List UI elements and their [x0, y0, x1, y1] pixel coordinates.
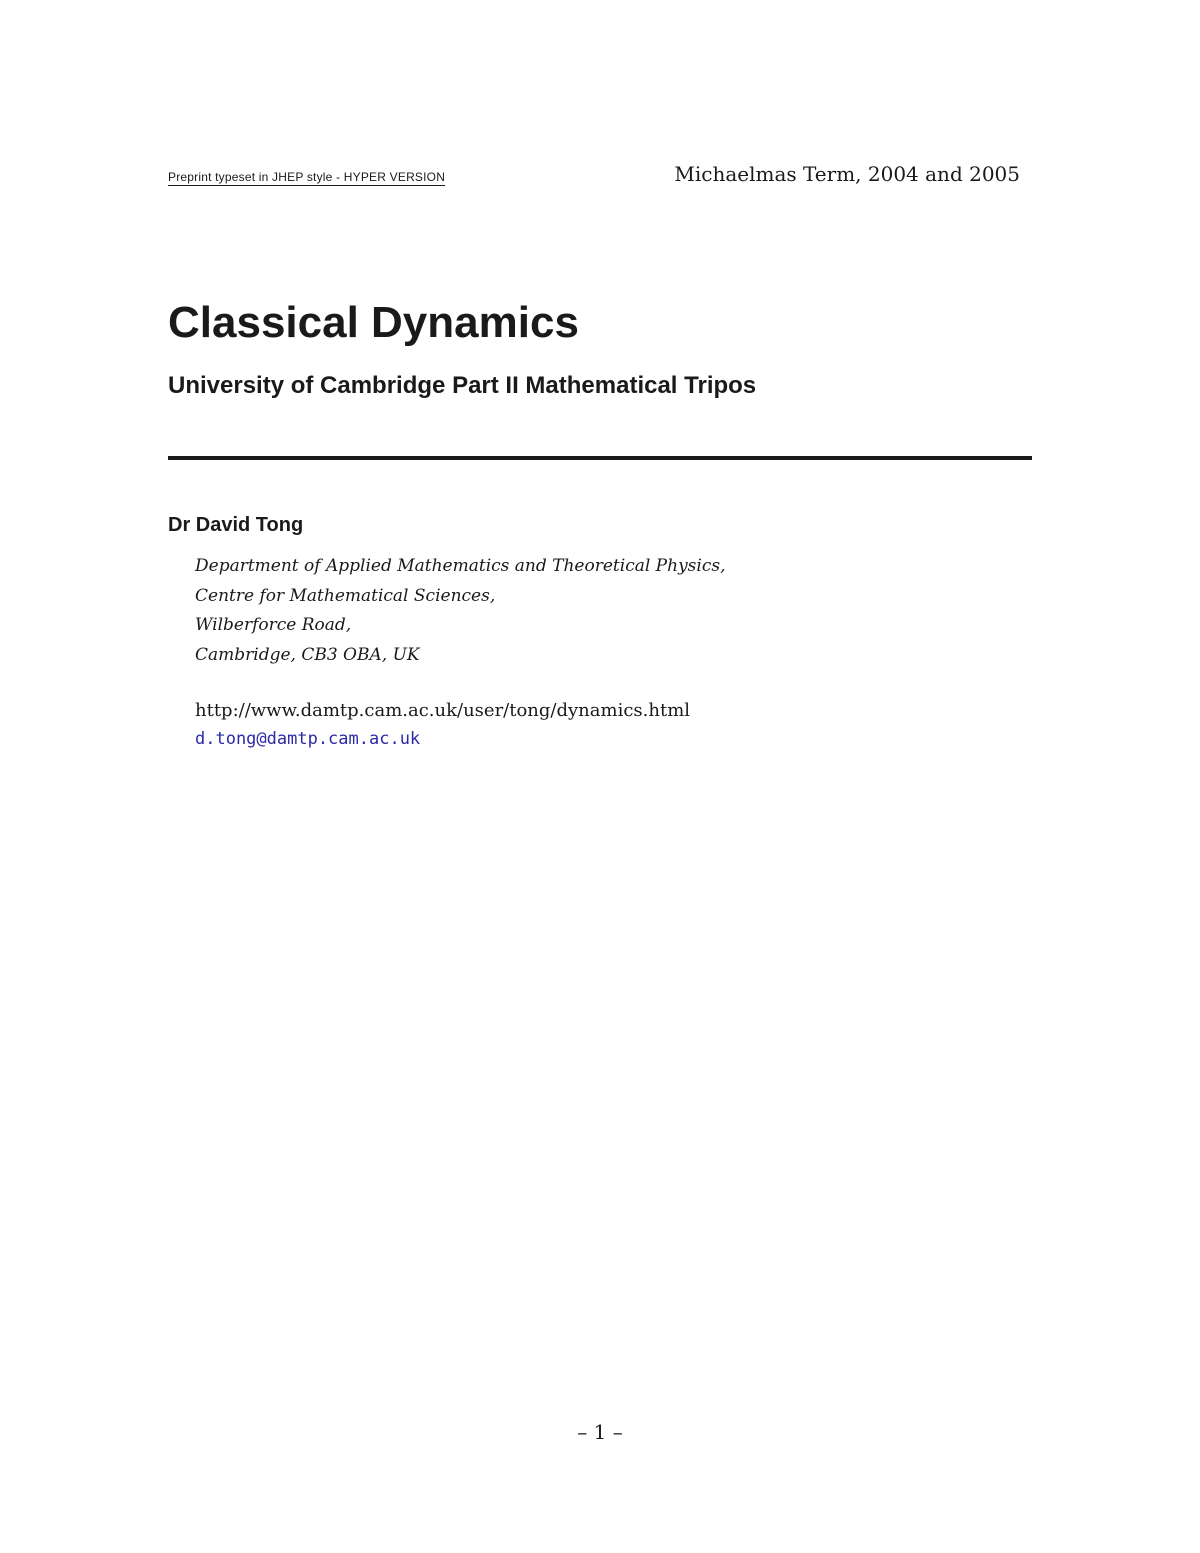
document-title: Classical Dynamics — [168, 298, 579, 347]
author-affiliation — [195, 552, 726, 670]
author-name: Dr David Tong — [168, 514, 304, 536]
author-email-link[interactable]: d.tong@damtp.cam.ac.uk — [195, 729, 421, 749]
document-subtitle: University of Cambridge Part II Mathematical Tripos — [168, 372, 757, 399]
affiliation-line: Wilberforce Road, — [195, 615, 352, 635]
affiliation-line: Centre for Mathematical Sciences, — [195, 585, 496, 606]
affiliation-line: Cambridge, CB3 OBA, UK — [195, 644, 420, 665]
title-divider — [168, 456, 1032, 460]
preprint-notice: Preprint typeset in JHEP style - HYPER VERSION — [168, 170, 446, 184]
page-number: – 1 – — [577, 1420, 623, 1444]
course-url[interactable]: http://www.damtp.cam.ac.uk/user/tong/dynamics.html — [195, 700, 691, 721]
affiliation-line: Department of Applied Mathematics and Theoretical Physics, — [195, 556, 726, 576]
term-date: Michaelmas Term, 2004 and 2005 — [674, 162, 1020, 186]
